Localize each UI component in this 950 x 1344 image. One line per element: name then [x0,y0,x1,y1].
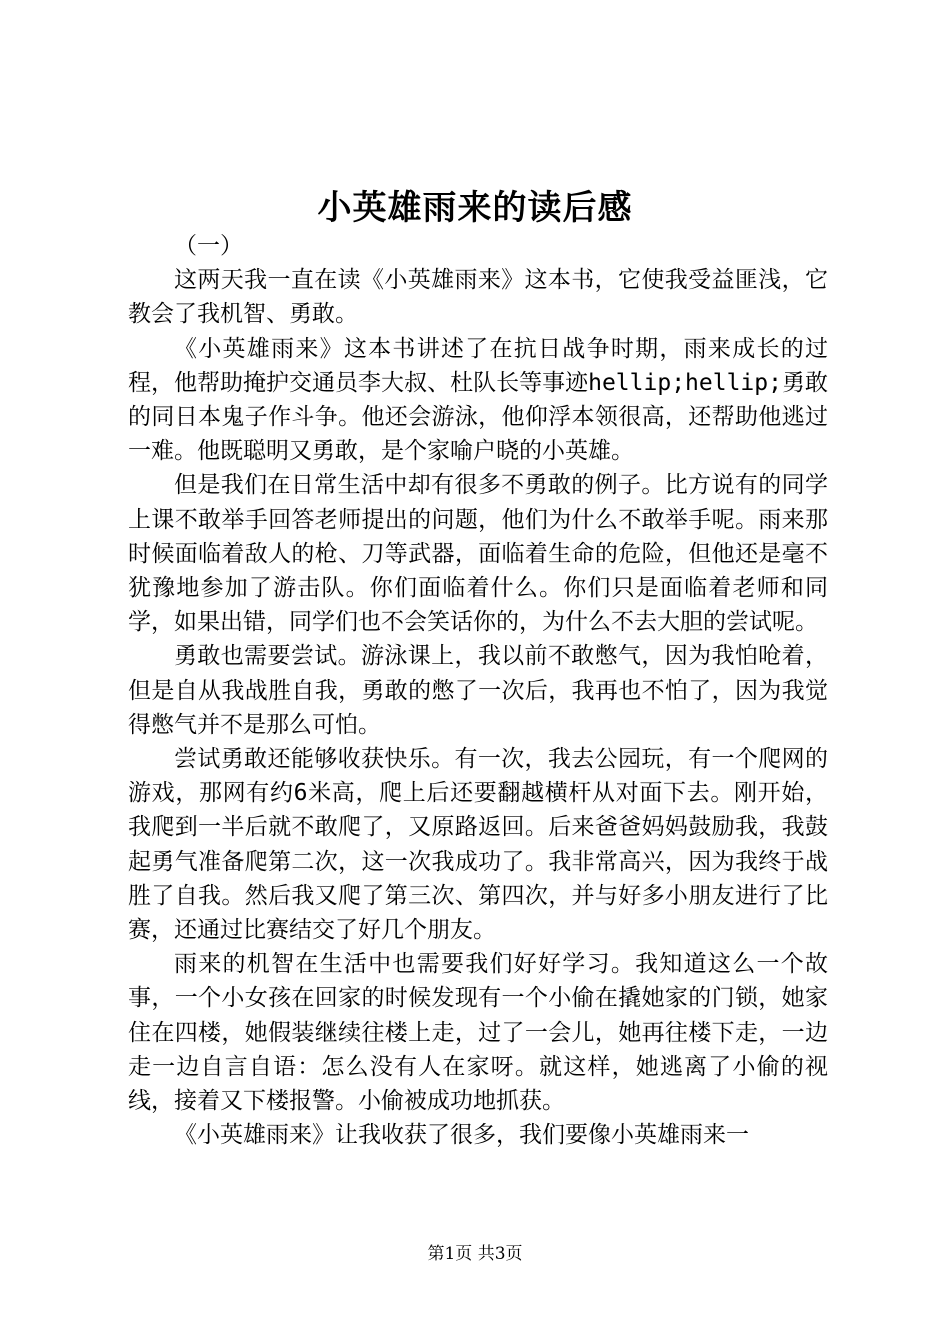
paragraph: 《小英雄雨来》让我收获了很多，我们要像小英雄雨来一 [174,1122,749,1149]
paragraph: 雨来的机智在生活中也需要我们好好学习。我知道这么一个故事，一个小女孩在回家的时候发现有一个小偷在撬她家的门锁，她家住在四楼，她假装继续往楼上走，过了一会儿，她再往楼下走，一边走一边自言自语：怎么没有人在家呀。就这样，她逃离了小偷的视线，接着又下楼报警。小偷被成功地抓获。 [128,951,828,1115]
paragraph: 但是我们在日常生活中却有很多不勇敢的例子。比方说有的同学上课不敢举手回答老师提出的问题，他们为什么不敢举手呢。雨来那时候面临着敌人的枪、刀等武器，面临着生命的危险，但他还是毫不犹豫地参加了游击队。你们面临着什么。你们只是面临着老师和同学，如果出错，同学们也不会笑话你的，为什么不去大胆的尝试呢。 [128,472,828,636]
paragraph: 这两天我一直在读《小英雄雨来》这本书，它使我受益匪浅，它教会了我机智、勇敢。 [128,267,828,328]
paragraph: 勇敢也需要尝试。游泳课上，我以前不敢憋气，因为我怕呛着，但是自从我战胜自我，勇敢的憋了一次后，我再也不怕了，因为我觉得憋气并不是那么可怕。 [128,643,828,738]
page-footer: 第1页 共3页 [427,1244,523,1264]
document-title: 小英雄雨来的读后感 [317,188,633,228]
paragraph: 尝试勇敢还能够收获快乐。有一次，我去公园玩，有一个爬网的游戏，那网有约6米高，爬上后还要翻越横杆从对面下去。刚开始，我爬到一半后就不敢爬了，又原路返回。后来爸爸妈妈鼓励我，我鼓起勇气准备爬第二次，这一次我成功了。我非常高兴，因为我终于战胜了自我。然后我又爬了第三次、第四次，并与好多小朋友进行了比赛，还通过比赛结交了好几个朋友。 [128,746,828,944]
section-marker: （一） [174,233,243,259]
document-body [128,229,828,1152]
paragraph: 《小英雄雨来》这本书讲述了在抗日战争时期，雨来成长的过程，他帮助掩护交通员李大叔、杜队长等事迹hellip;hellip;勇敢的同日本鬼子作斗争。他还会游泳，他仰浮本领很高，还帮助他逃过一难。他既聪明又勇敢，是个家喻户晓的小英雄。 [128,335,828,465]
